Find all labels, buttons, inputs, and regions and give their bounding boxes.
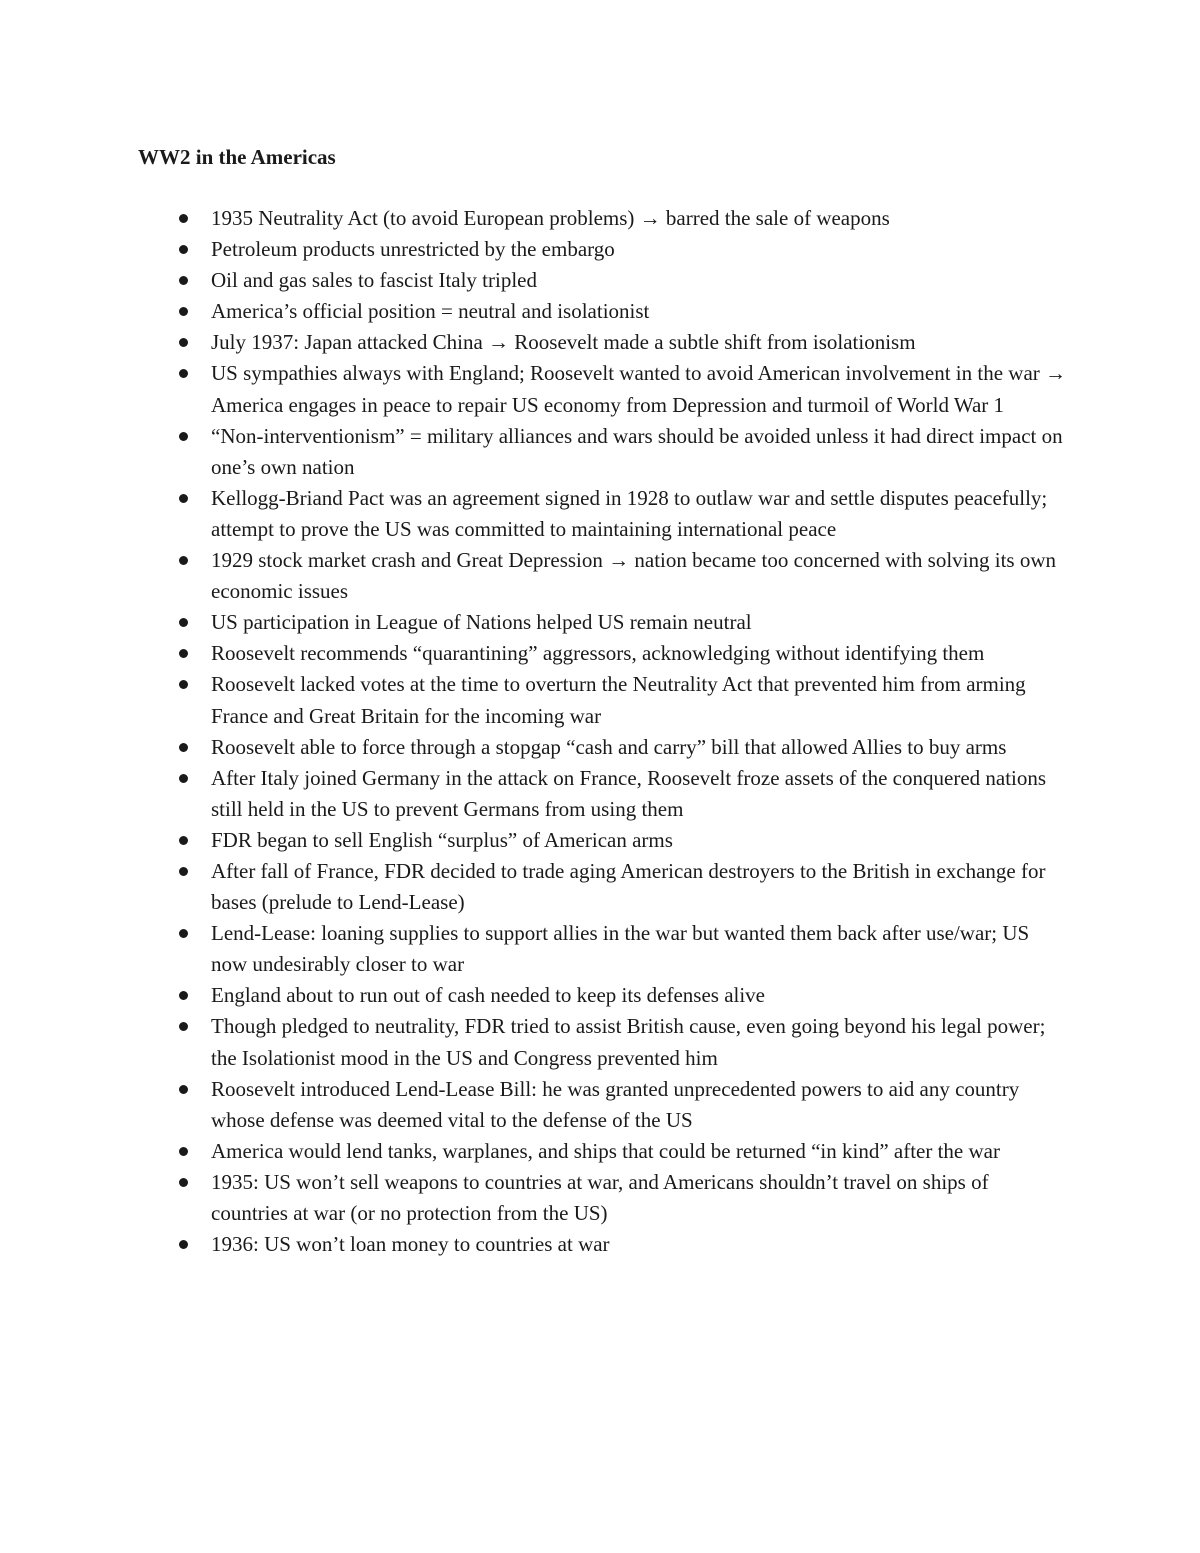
list-item-text: Kellogg-Briand Pact was an agreement signed in 1928 to outlaw war and settle disputes peacefully; attempt to prove the US was committed to maintaining international peace	[211, 485, 1048, 541]
bullet-icon	[179, 929, 188, 938]
bullet-icon	[179, 276, 188, 285]
list-item	[138, 327, 1068, 358]
list-item	[138, 1229, 1068, 1260]
bullet-icon	[179, 245, 188, 254]
list-item-text: After fall of France, FDR decided to trade aging American destroyers to the British in exchange for bases (prelude to Lend-Lease)	[211, 858, 1046, 915]
bullet-icon	[179, 1022, 188, 1031]
list-item-text: Though pledged to neutrality, FDR tried to assist British cause, even going beyond his legal power; the Isolationist mood in the US and Congress prevented him	[211, 1014, 1046, 1070]
list-item-text: 1935: US won’t sell weapons to countries at war, and Americans shouldn’t travel on ships of countries at war (or no protection from the US)	[211, 1169, 989, 1225]
list-item-text: America’s official position = neutral and isolationist	[211, 299, 650, 324]
list-item	[138, 421, 1068, 483]
list-item	[138, 234, 1068, 265]
list-item-text: Roosevelt introduced Lend-Lease Bill: he was granted unprecedented powers to aid any country whose defense was deemed vital to the defense of the US	[211, 1076, 1020, 1132]
bullet-icon	[179, 307, 188, 316]
list-item	[138, 980, 1068, 1011]
list-item-text: Roosevelt able to force through a stopgap “cash and carry” bill that allowed Allies to buy arms	[211, 734, 1007, 759]
bullet-icon	[179, 836, 188, 845]
bullet-icon	[179, 494, 188, 503]
bullet-icon	[179, 774, 188, 783]
list-item-text: 1929 stock market crash and Great Depression → nation became too concerned with solving its own economic issues	[211, 548, 1057, 604]
bullet-icon	[179, 991, 188, 1000]
list-item	[138, 483, 1068, 545]
bullet-icon	[179, 214, 188, 223]
bullet-icon	[179, 867, 188, 876]
list-item-text: Lend-Lease: loaning supplies to support allies in the war but wanted them back after use/war; US now undesirably closer to war	[211, 921, 1030, 977]
list-item-text: Oil and gas sales to fascist Italy tripled	[211, 268, 538, 293]
list-item	[138, 265, 1068, 296]
list-item	[138, 1167, 1068, 1229]
list-item	[138, 296, 1068, 327]
list-item-text: 1935 Neutrality Act (to avoid European problems) → barred the sale of weapons	[211, 206, 890, 230]
list-item-text: Roosevelt lacked votes at the time to overturn the Neutrality Act that prevented him from arming France and Great Britain for the incoming war	[211, 672, 1026, 728]
list-item	[138, 1011, 1068, 1073]
list-item	[138, 825, 1068, 856]
list-item-text: After Italy joined Germany in the attack on France, Roosevelt froze assets of the conquered nations still held in the US to prevent Germans from using them	[211, 765, 1047, 821]
list-item	[138, 638, 1068, 669]
list-item	[138, 203, 1068, 234]
page-title: WW2 in the Americas	[138, 145, 336, 169]
bullet-icon	[179, 432, 188, 441]
list-item-text: Roosevelt recommends “quarantining” aggressors, acknowledging without identifying them	[211, 641, 985, 666]
list-item-text: July 1937: Japan attacked China → Roosevelt made a subtle shift from isolationism	[211, 330, 916, 355]
list-item-text: US participation in League of Nations helped US remain neutral	[211, 610, 752, 635]
list-item	[138, 358, 1068, 420]
list-item-text: America would lend tanks, warplanes, and ships that could be returned “in kind” after the war	[211, 1138, 1000, 1163]
bullet-icon	[179, 338, 188, 347]
list-item-text: “Non-interventionism” = military alliances and wars should be avoided unless it had direct impact on one’s own nation	[211, 423, 1063, 479]
list-item	[138, 918, 1068, 980]
list-item	[138, 1074, 1068, 1136]
list-item-text: FDR began to sell English “surplus” of American arms	[211, 827, 673, 852]
list-item-text: 1936: US won’t loan money to countries at war	[211, 1232, 610, 1257]
bullet-icon	[179, 1178, 188, 1187]
bullet-icon	[179, 680, 188, 689]
list-item	[138, 856, 1068, 918]
bullet-icon	[179, 1085, 188, 1094]
list-item	[138, 607, 1068, 638]
bullet-list	[138, 203, 1068, 1260]
bullet-icon	[179, 369, 188, 378]
bullet-icon	[179, 1240, 188, 1249]
list-item-text: US sympathies always with England; Roosevelt wanted to avoid American involvement in the war → America engages in peace to repair US economy from Depression and turmoil of World War 1	[211, 361, 1067, 417]
list-item-text: England about to run out of cash needed to keep its defenses alive	[211, 983, 765, 1008]
bullet-icon	[179, 649, 188, 658]
list-item	[138, 669, 1068, 731]
list-item	[138, 1136, 1068, 1167]
list-item	[138, 732, 1068, 763]
list-item	[138, 545, 1068, 607]
bullet-icon	[179, 556, 188, 565]
bullet-icon	[179, 743, 188, 752]
bullet-icon	[179, 1147, 188, 1156]
list-item-text: Petroleum products unrestricted by the embargo	[211, 237, 615, 262]
list-item	[138, 763, 1068, 825]
bullet-icon	[179, 618, 188, 627]
